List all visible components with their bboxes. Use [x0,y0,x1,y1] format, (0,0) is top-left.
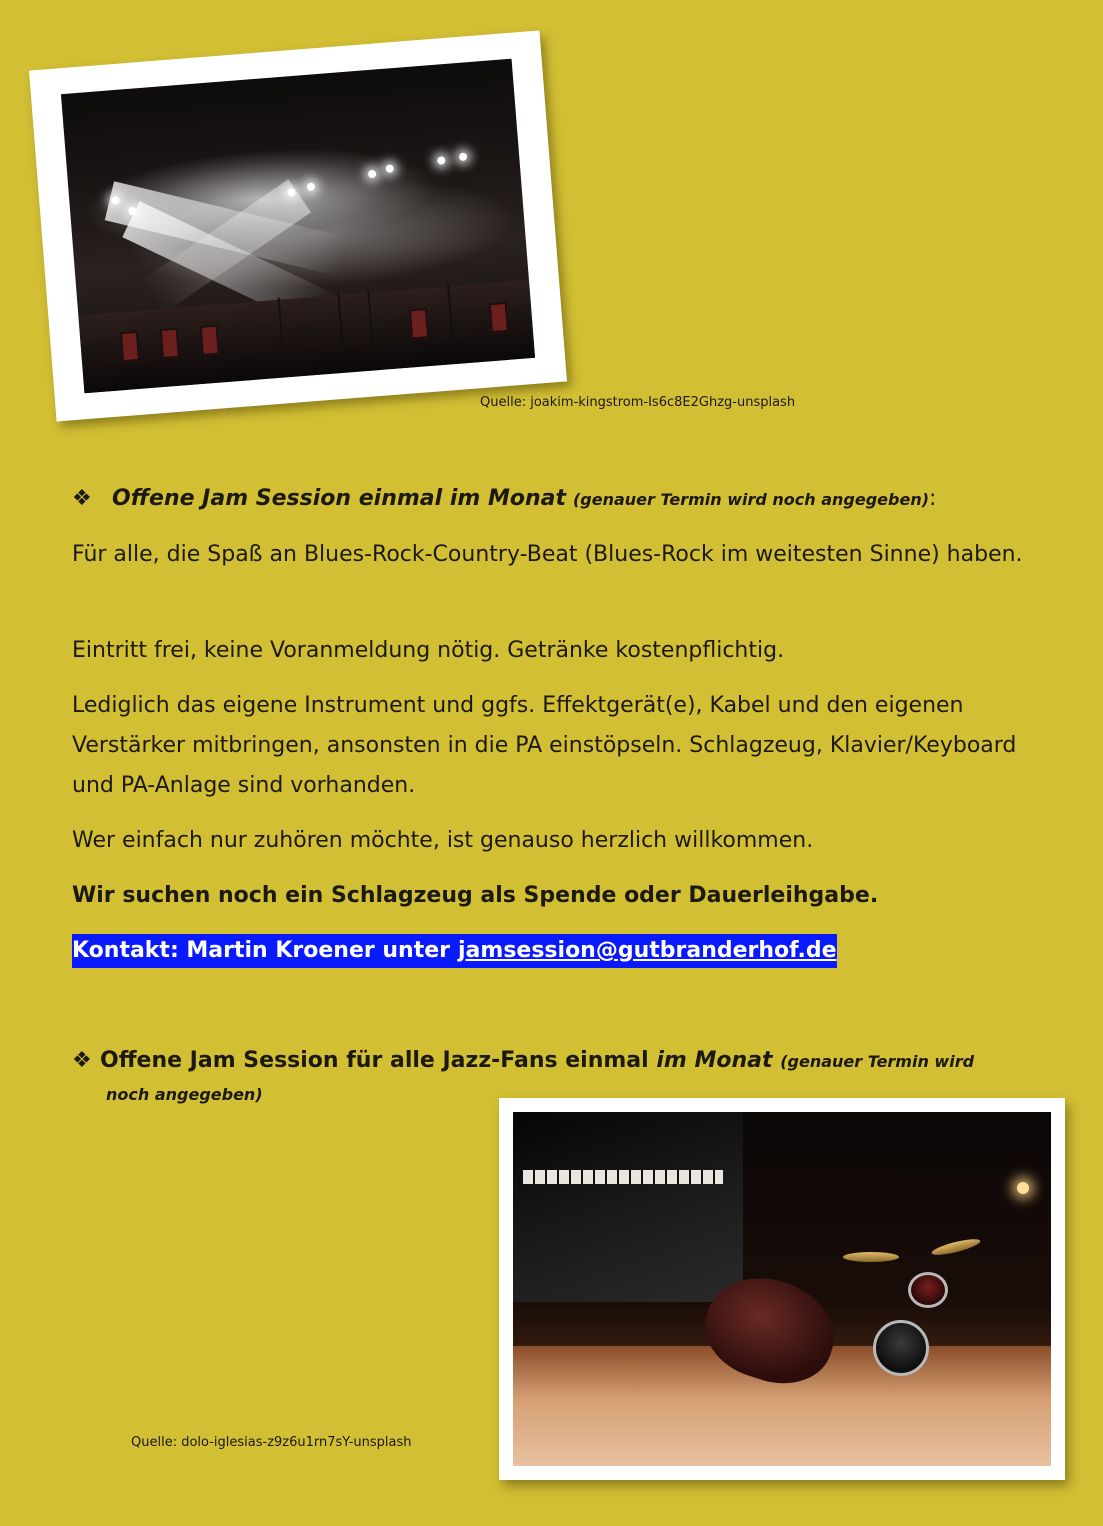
spotlight [459,153,468,162]
cymbal [843,1252,899,1262]
heading-colon: : [929,486,937,511]
jazz-stage-photo [513,1112,1051,1466]
paragraph-admission: Eintritt frei, keine Voranmeldung nötig. Getränke kostenpflichtig. [72,638,785,663]
section-heading [72,484,936,515]
cymbal [931,1236,982,1258]
stage-chair [489,302,509,333]
jazz-photo-frame [499,1098,1065,1480]
section-title-part2: im Monat [656,1048,773,1073]
contact-email-link[interactable]: jamsession@gutbranderhof.de [458,938,837,963]
stage-photo-frame [29,30,567,421]
paragraph-equipment: Lediglich das eigene Instrument und ggfs. Effektgerät(e), Kabel und den eigenen Verstärker mitbringen, ansonsten in die PA einstöpseln. Schlagzeug, Klavier/Keyboard und PA-Anlage sind vorhanden. [72,693,1017,798]
spotlight [368,170,377,179]
paragraph-listeners: Wer einfach nur zuhören möchte, ist genauso herzlich willkommen. [72,828,814,853]
photo-caption: Quelle: dolo-iglesias-z9z6u1rn7sY-unsplash [131,1435,412,1450]
paragraph-audience: Für alle, die Spaß an Blues-Rock-Country-Beat (Blues-Rock im weitesten Sinne) haben. [72,542,1023,567]
paragraph-donation: Wir suchen noch ein Schlagzeug als Spende oder Dauerleihgabe. [72,883,879,908]
diamond-bullet-icon: ❖ [72,1048,92,1073]
contact-label: Kontakt: Martin Kroener unter [72,938,451,963]
tom-drum [908,1272,948,1308]
spotlight [385,164,394,173]
photo-caption: Quelle: joakim-kingstrom-Is6c8E2Ghzg-unsplash [480,395,796,410]
stage-lamp [1017,1182,1029,1194]
stage-chair [120,331,140,362]
contact-line [72,934,837,968]
diamond-bullet-icon: ❖ [72,486,92,511]
date-note-continued: noch angegeben) [106,1085,263,1104]
stage-chair [409,308,429,339]
grand-piano [513,1112,743,1302]
stage-chair [160,328,180,359]
spotlight [307,183,316,192]
section-title-part1: Offene Jam Session für alle Jazz-Fans einmal [100,1048,649,1073]
stage-floor [78,280,535,393]
piano-keys [523,1170,723,1184]
bass-drum [873,1320,929,1376]
section-title: Offene Jam Session einmal im Monat [112,486,566,511]
spotlight [437,156,446,165]
concert-stage-photo [61,59,535,394]
date-note: (genauer Termin wird noch angegeben) [572,490,930,509]
stage-chair [200,325,220,356]
date-note: (genauer Termin wird [780,1052,975,1071]
